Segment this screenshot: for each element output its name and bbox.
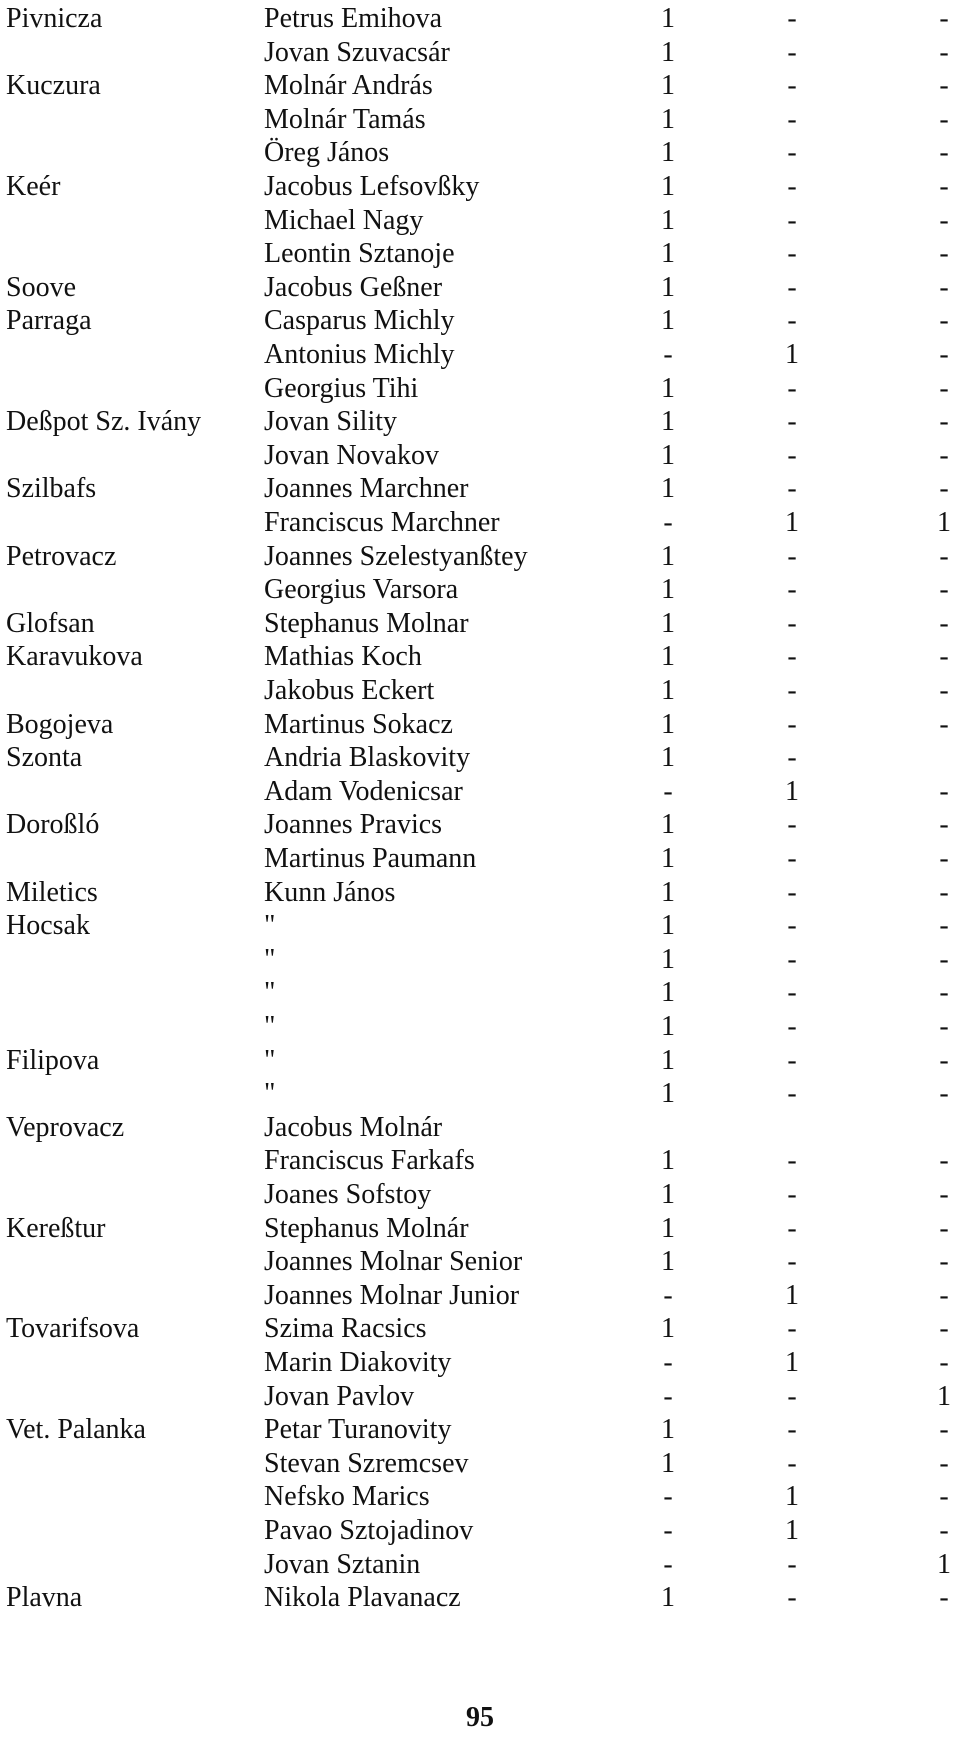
column-2-value: - [787,372,797,404]
place-name: Kereßtur [6,1212,106,1244]
table-row [0,1111,960,1145]
person-name: Jacobus Geßner [264,271,443,303]
column-3-value: - [939,1447,949,1479]
column-1-value: 1 [661,238,675,270]
column-3-value: - [939,910,949,942]
column-2-value: - [787,943,797,975]
column-1-value: 1 [661,1582,675,1614]
person-name: Jovan Pavlov [264,1380,415,1412]
column-3-value: - [939,1044,949,1076]
person-name: Michael Nagy [264,204,424,236]
table-row [0,808,960,842]
person-name: " [264,943,276,975]
column-1-value: 1 [661,843,675,874]
person-name: Jakobus Eckert [264,675,435,706]
column-1-value: 1 [661,675,675,706]
column-3-value: - [939,1582,949,1614]
place-name: Szonta [6,742,83,774]
column-1-value: 1 [661,1212,675,1244]
column-3-value: - [939,271,949,303]
table-row [0,674,960,708]
table-row [0,909,960,943]
table-row [0,1514,960,1548]
table-row [0,1480,960,1514]
person-name: Stevan Szremcsev [264,1447,469,1479]
column-2-value: 1 [785,1347,799,1378]
person-name: Molnár András [264,70,433,102]
column-3-value: - [939,339,949,370]
column-2-value: - [787,540,797,572]
column-2-value: - [787,1078,797,1110]
table-row [0,1312,960,1346]
column-1-value: 1 [661,473,675,505]
table-row [0,1413,960,1447]
column-1-value: 1 [661,607,675,639]
column-1-value: 1 [661,641,675,673]
column-3-value: - [939,540,949,572]
column-1-value: 1 [661,1078,675,1110]
table-row [0,1346,960,1380]
table-row [0,1279,960,1313]
person-name: Marin Diakovity [264,1347,452,1378]
table-row [0,405,960,439]
person-name: Joannes Pravics [264,809,443,841]
person-name: " [264,977,276,1009]
place-name: Karavukova [6,641,143,673]
table-row [0,170,960,204]
column-1-value: - [663,775,673,807]
column-3-value: - [939,1212,949,1244]
column-2-value: 1 [785,339,799,370]
column-3-value: - [939,103,949,135]
place-name: Deßpot Sz. Ivány [6,406,202,438]
table-row [0,1010,960,1044]
column-1-value: 1 [661,171,675,202]
person-name: Petar Turanovity [264,1414,452,1446]
column-3-value: - [939,843,949,874]
column-1-value: 1 [661,1313,675,1345]
column-1-value: 1 [661,1179,675,1210]
column-1-value: 1 [661,305,675,337]
table-row [0,1581,960,1615]
place-name: Veprovacz [6,1111,125,1143]
table-row [0,2,960,36]
table-row [0,1380,960,1414]
table-row [0,472,960,506]
place-name: Kuczura [6,70,101,102]
column-2-value: - [787,1011,797,1042]
column-2-value: - [787,876,797,908]
column-2-value: - [787,1582,797,1614]
column-3-value: - [939,36,949,68]
person-name: Casparus Michly [264,305,455,337]
table-row [0,1447,960,1481]
table-row [0,573,960,607]
column-3-value: - [939,406,949,438]
column-3-value: - [939,473,949,505]
column-1-value: 1 [661,1145,675,1177]
table-row [0,775,960,809]
person-name: Joannes Molnar Junior [264,1279,520,1311]
person-name: Georgius Varsora [264,574,459,606]
column-1-value: 1 [661,372,675,404]
person-name: " [264,1078,276,1110]
person-name: Jovan Novakov [264,439,439,471]
column-1-value: 1 [661,1011,675,1042]
column-2-value: - [787,36,797,68]
place-name: Tovarifsova [6,1313,140,1345]
table-row [0,842,960,876]
column-3-value: - [939,439,949,471]
column-2-value: - [787,1212,797,1244]
table-row [0,1144,960,1178]
column-2-value: - [787,171,797,202]
place-name: Szilbafs [6,473,97,505]
table-row [0,943,960,977]
column-2-value: - [787,809,797,841]
table-row [0,540,960,574]
place-name: Vet. Palanka [6,1414,146,1446]
column-3-value: - [939,775,949,807]
place-name: Keér [6,171,61,202]
column-2-value: - [787,238,797,270]
person-name: Jacobus Lefsovßky [264,171,480,202]
column-1-value: 1 [661,103,675,135]
column-2-value: 1 [785,1279,799,1311]
table-row [0,1212,960,1246]
person-name: Nefsko Marics [264,1481,430,1513]
column-3-value: - [939,1078,949,1110]
table-row [0,304,960,338]
table-row [0,271,960,305]
table-row [0,338,960,372]
column-3-value: - [939,3,949,34]
column-1-value: 1 [661,1246,675,1278]
place-name: Bogojeva [6,708,114,740]
column-1-value: 1 [661,406,675,438]
person-name: Leontin Sztanoje [264,238,455,270]
column-2-value: - [787,910,797,942]
column-1-value: 1 [661,1414,675,1446]
column-3-value: 1 [937,1548,951,1580]
place-name: Hocsak [6,910,90,942]
column-1-value: - [663,1279,673,1311]
person-name: Pavao Sztojadinov [264,1515,474,1546]
person-name: Antonius Michly [264,339,455,370]
person-name: Mathias Koch [264,641,422,673]
person-name: Adam Vodenicsar [264,775,463,807]
column-3-value: - [939,1246,949,1278]
column-1-value: 1 [661,540,675,572]
column-2-value: 1 [785,1515,799,1546]
table-row [0,1245,960,1279]
column-1-value: 1 [661,809,675,841]
column-3-value: - [939,238,949,270]
column-1-value: 1 [661,574,675,606]
column-2-value: - [787,574,797,606]
column-3-value: - [939,876,949,908]
column-2-value: - [787,1447,797,1479]
person-name: Kunn János [264,876,396,908]
table-row [0,976,960,1010]
column-2-value: 1 [785,507,799,538]
column-2-value: - [787,1313,797,1345]
person-name: Joanes Sofstoy [264,1179,432,1210]
table-row [0,372,960,406]
person-name: Martinus Paumann [264,843,477,874]
person-name: Petrus Emihova [264,3,443,34]
person-name: Joannes Marchner [264,473,469,505]
column-1-value: 1 [661,204,675,236]
column-3-value: - [939,607,949,639]
column-1-value: 1 [661,439,675,471]
column-1-value: - [663,1380,673,1412]
column-3-value: - [939,1145,949,1177]
column-2-value: - [787,843,797,874]
table-row [0,36,960,70]
column-3-value: - [939,1313,949,1345]
place-name: Glofsan [6,607,95,639]
column-3-value: - [939,372,949,404]
table-row [0,103,960,137]
column-1-value: 1 [661,910,675,942]
column-1-value: - [663,507,673,538]
column-2-value: - [787,607,797,639]
column-2-value: - [787,3,797,34]
person-name: Nikola Plavanacz [264,1582,461,1614]
table-row [0,1077,960,1111]
column-3-value: - [939,708,949,740]
column-1-value: 1 [661,742,675,774]
page-number: 95 [466,1702,494,1733]
column-3-value: - [939,574,949,606]
column-1-value: 1 [661,3,675,34]
table-row [0,237,960,271]
column-2-value: - [787,1145,797,1177]
column-2-value: - [787,708,797,740]
column-3-value: - [939,1481,949,1513]
column-2-value: - [787,70,797,102]
column-3-value: - [939,1011,949,1042]
column-3-value: - [939,70,949,102]
column-3-value: - [939,809,949,841]
column-3-value: - [939,977,949,1009]
column-3-value: - [939,1347,949,1378]
person-name: Stephanus Molnar [264,607,469,639]
place-name: Petrovacz [6,540,117,572]
table-row [0,741,960,775]
column-2-value: - [787,473,797,505]
column-3-value: - [939,943,949,975]
column-1-value: - [663,1481,673,1513]
person-name: Martinus Sokacz [264,708,453,740]
person-name: Jovan Sility [264,406,398,438]
column-2-value: - [787,103,797,135]
column-1-value: 1 [661,708,675,740]
place-name: Plavna [6,1582,83,1614]
table-row [0,506,960,540]
column-2-value: - [787,1246,797,1278]
column-3-value: - [939,1279,949,1311]
column-1-value: - [663,1515,673,1546]
table-row [0,876,960,910]
column-3-value: - [939,1515,949,1546]
column-2-value: - [787,1414,797,1446]
table-row [0,204,960,238]
table-row [0,640,960,674]
column-1-value: 1 [661,1044,675,1076]
column-3-value: 1 [937,507,951,538]
person-name: Öreg János [264,137,390,169]
table-row [0,1044,960,1078]
table-row [0,1178,960,1212]
table-row [0,69,960,103]
person-name: " [264,1011,276,1042]
column-3-value: - [939,137,949,169]
column-3-value: - [939,305,949,337]
person-name: Jovan Szuvacsár [264,36,450,68]
table-row [0,708,960,742]
person-name: Georgius Tihi [264,372,419,404]
place-name: Parraga [6,305,92,337]
person-name: Andria Blaskovity [264,742,471,774]
column-3-value: - [939,171,949,202]
column-1-value: 1 [661,977,675,1009]
column-1-value: 1 [661,70,675,102]
column-3-value: - [939,1414,949,1446]
column-2-value: - [787,1548,797,1580]
column-3-value: - [939,1179,949,1210]
column-2-value: - [787,406,797,438]
column-1-value: 1 [661,36,675,68]
table-row [0,607,960,641]
place-name: Doroßló [6,809,100,841]
place-name: Filipova [6,1044,100,1076]
column-1-value: 1 [661,271,675,303]
column-2-value: - [787,1380,797,1412]
column-1-value: - [663,1347,673,1378]
place-name: Soove [6,271,76,303]
column-2-value: - [787,641,797,673]
column-1-value: - [663,339,673,370]
person-name: Joannes Szelestyanßtey [264,540,528,572]
column-1-value: - [663,1548,673,1580]
column-2-value: - [787,977,797,1009]
person-name: Jacobus Molnár [264,1111,443,1143]
column-2-value: - [787,742,797,774]
column-3-value: - [939,675,949,706]
column-3-value: 1 [937,1380,951,1412]
person-name: Jovan Sztanin [264,1548,421,1580]
place-name: Miletics [6,876,98,908]
column-2-value: - [787,439,797,471]
column-2-value: - [787,271,797,303]
table-row [0,439,960,473]
person-name: Szima Racsics [264,1313,427,1345]
column-2-value: - [787,137,797,169]
person-name: Stephanus Molnár [264,1212,469,1244]
column-2-value: - [787,1044,797,1076]
column-1-value: 1 [661,137,675,169]
column-1-value: 1 [661,943,675,975]
column-3-value: - [939,641,949,673]
column-3-value: - [939,204,949,236]
person-name: " [264,1044,276,1076]
person-name: Molnár Tamás [264,103,426,135]
column-2-value: 1 [785,775,799,807]
person-name: Franciscus Marchner [264,507,500,538]
column-2-value: - [787,305,797,337]
person-name: Franciscus Farkafs [264,1145,475,1177]
column-2-value: 1 [785,1481,799,1513]
column-1-value: 1 [661,876,675,908]
column-2-value: - [787,675,797,706]
column-2-value: - [787,204,797,236]
person-name: " [264,910,276,942]
place-name: Pivnicza [6,3,103,34]
column-1-value: 1 [661,1447,675,1479]
column-2-value: - [787,1179,797,1210]
person-name: Joannes Molnar Senior [264,1246,523,1278]
table-row [0,1548,960,1582]
table-row [0,136,960,170]
